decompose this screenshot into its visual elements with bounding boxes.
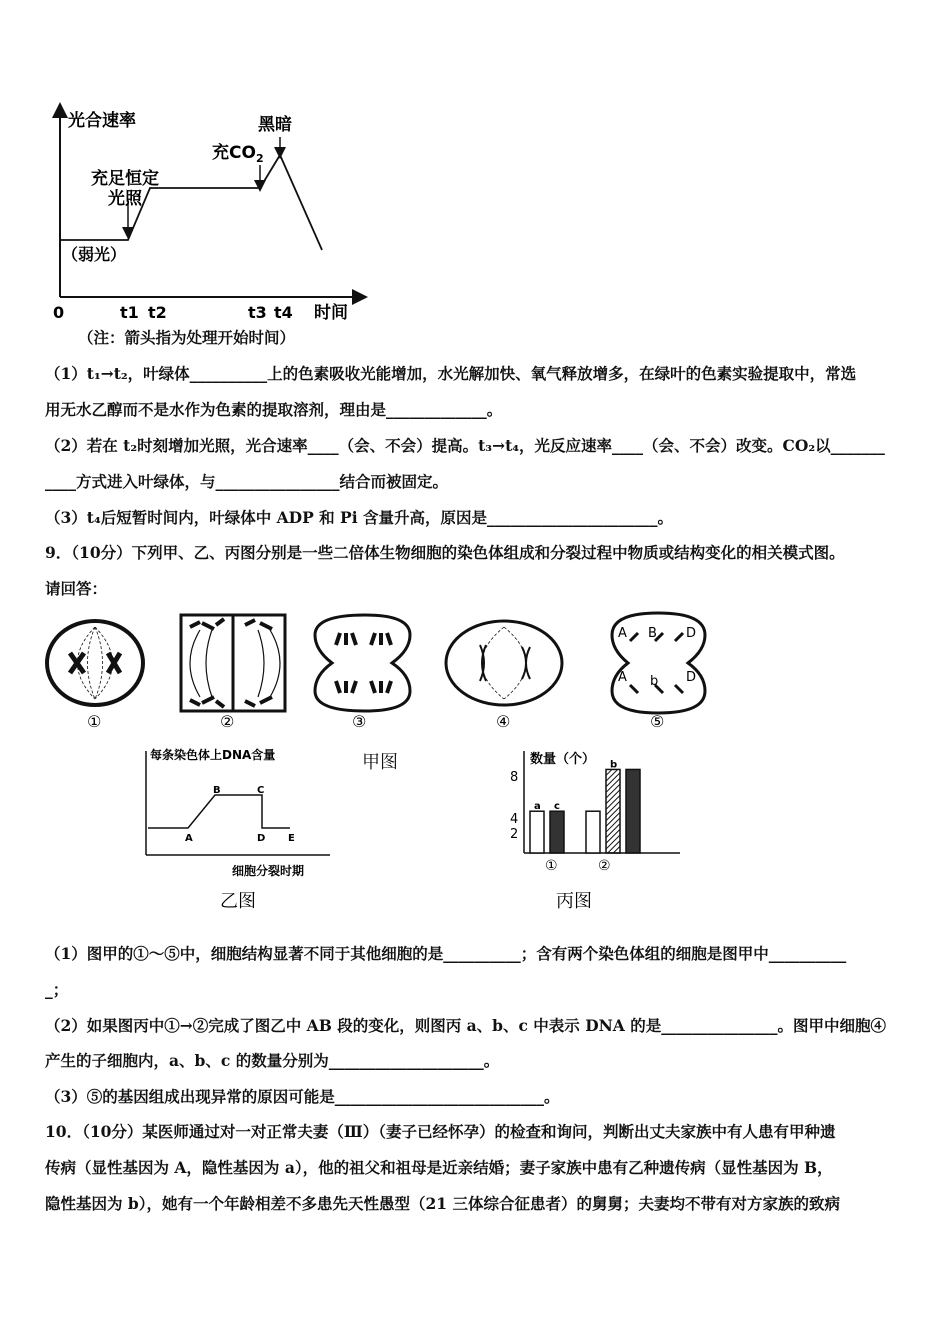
bing-ytick-2: 2 — [510, 827, 519, 842]
origin-label: 0 — [53, 303, 65, 322]
gene-A-top: A — [618, 626, 627, 641]
q8-part2-line2: ____方式进入叶绿体，与________________结合而被固定。 — [45, 472, 449, 491]
figure-yi-svg — [140, 745, 340, 915]
q9-part2-line1: （2）如果图丙中①→②完成了图乙中 AB 段的变化，则图丙 a、b、c 中表示 DNA 的是_______________。图甲中细胞④ — [45, 1016, 886, 1035]
gene-B-top: B — [648, 626, 657, 641]
cell-1-label: ① — [87, 712, 102, 731]
tick-t3: t3 — [248, 303, 267, 322]
cell-2-label: ② — [220, 712, 235, 731]
yi-ylabel: 每条染色体上DNA含量 — [150, 748, 276, 762]
cell-5-label: ⑤ — [650, 712, 665, 731]
gene-D-bottom: D — [686, 670, 697, 685]
q9-part1-line2: _； — [45, 980, 69, 999]
bar-label-b-group-2: b — [610, 759, 618, 771]
bar-a-group-1 — [530, 811, 544, 853]
q10-line1: 10．（10分）某医师通过对一对正常夫妻（Ⅲ）（妻子已经怀孕）的检查和询问，判断出丈夫家族中有人患有甲种遗 — [45, 1122, 836, 1141]
gene-b-bottom: b — [650, 674, 659, 689]
bing-ylabel: 数量（个） — [530, 752, 596, 767]
q8-part1-line2: 用无水乙醇而不是水作为色素的提取溶剂，理由是_____________。 — [45, 400, 503, 419]
figure-bing — [500, 745, 690, 920]
jia-caption: 甲图 — [362, 752, 398, 773]
co2-label: 充$CO_2$ — [212, 143, 264, 165]
cell-4 — [446, 621, 562, 705]
yi-point-C: C — [257, 785, 265, 796]
light-label-1: 充足恒定 — [91, 169, 159, 189]
cell-4-label: ④ — [496, 712, 511, 731]
yi-caption: 乙图 — [220, 891, 256, 912]
q9-stem-line2: 请回答： — [45, 579, 108, 598]
q10-line2: 传病（显性基因为 A，隐性基因为 a），他的祖父和祖母是近亲结婚；妻子家族中患有乙种遗传病（显性基因为 B， — [45, 1158, 833, 1177]
yi-point-B: B — [213, 785, 221, 796]
cell-2 — [181, 615, 285, 711]
dark-label: 黑暗 — [258, 115, 292, 135]
bing-group-2: ② — [598, 858, 611, 874]
figure-bing-svg — [500, 745, 690, 920]
bar-label-a-group-1: a — [534, 801, 541, 813]
figure-yi — [140, 745, 340, 915]
bing-group-1: ① — [545, 858, 558, 874]
cell-5 — [612, 613, 705, 713]
gene-A-bottom: A — [618, 670, 627, 685]
cell-3 — [315, 615, 410, 711]
tick-t1: t1 — [120, 303, 139, 322]
yi-point-E: E — [288, 833, 295, 844]
q9-stem-line1: 9．（10分）下列甲、乙、丙图分别是一些二倍体生物细胞的染色体组成和分裂过程中物质或结构变化的相关模式图。 — [45, 543, 845, 562]
photosynthesis-graph — [40, 100, 380, 325]
yi-point-A: A — [185, 833, 193, 844]
q8-part3-line1: （3）t₄后短暂时间内，叶绿体中 ADP 和 Pi 含量升高，原因是______________________。 — [45, 508, 673, 527]
q9-part2-line2: 产生的子细胞内，a、b、c 的数量分别为____________________。 — [45, 1051, 500, 1070]
q8-part1-line1: （1）t₁→t₂，叶绿体__________上的色素吸收光能增加，水光解加快、氧气释放增多，在绿叶的色素实验提取中，常选 — [45, 364, 857, 383]
light-label-2: 光照 — [108, 189, 142, 209]
tick-t2: t2 — [148, 303, 167, 322]
weak-light-label: （弱光） — [62, 245, 127, 264]
q9-part1-line1: （1）图甲的①～⑤中，细胞结构显著不同于其他细胞的是__________；含有两个染色体组的细胞是图甲中__________ — [45, 944, 847, 963]
bar-b-group-2 — [606, 769, 620, 853]
bar-label-c-group-1: c — [554, 801, 560, 813]
yi-xlabel: 细胞分裂时期 — [232, 864, 305, 878]
graph-note: （注：箭头指为处理开始时间） — [78, 329, 296, 347]
bar-a-group-2 — [586, 811, 600, 853]
bar-c-group-1 — [550, 811, 564, 853]
tick-t4: t4 — [274, 303, 293, 322]
q8-part2-line1: （2）若在 t₂时刻增加光照，光合速率____（会、不会）提高。t₃→t₄，光反应速率____（会、不会）改变。CO₂以_______ — [45, 436, 885, 455]
gene-D-top: D — [686, 626, 697, 641]
bing-ytick-4: 4 — [510, 812, 519, 827]
figure-jia — [40, 605, 720, 735]
x-axis-label: 时间 — [314, 303, 348, 323]
bing-ytick-8: 8 — [510, 770, 519, 785]
dna-content-line — [148, 795, 290, 828]
bing-caption: 丙图 — [556, 891, 592, 912]
photosynthesis-graph-svg — [40, 100, 380, 325]
figure-jia-svg — [40, 605, 720, 735]
q10-line3: 隐性基因为 b），她有一个年龄相差不多患先天性愚型（21 三体综合征患者）的舅舅；夫妻均不带有对方家族的致病 — [45, 1194, 840, 1213]
yi-point-D: D — [257, 833, 266, 844]
y-axis-label: 光合速率 — [68, 111, 136, 131]
cell-3-label: ③ — [352, 712, 367, 731]
q9-part3-line1: （3）⑤的基因组成出现异常的原因可能是___________________________。 — [45, 1087, 560, 1106]
cell-1 — [47, 621, 143, 705]
bar-c-group-2 — [626, 769, 640, 853]
